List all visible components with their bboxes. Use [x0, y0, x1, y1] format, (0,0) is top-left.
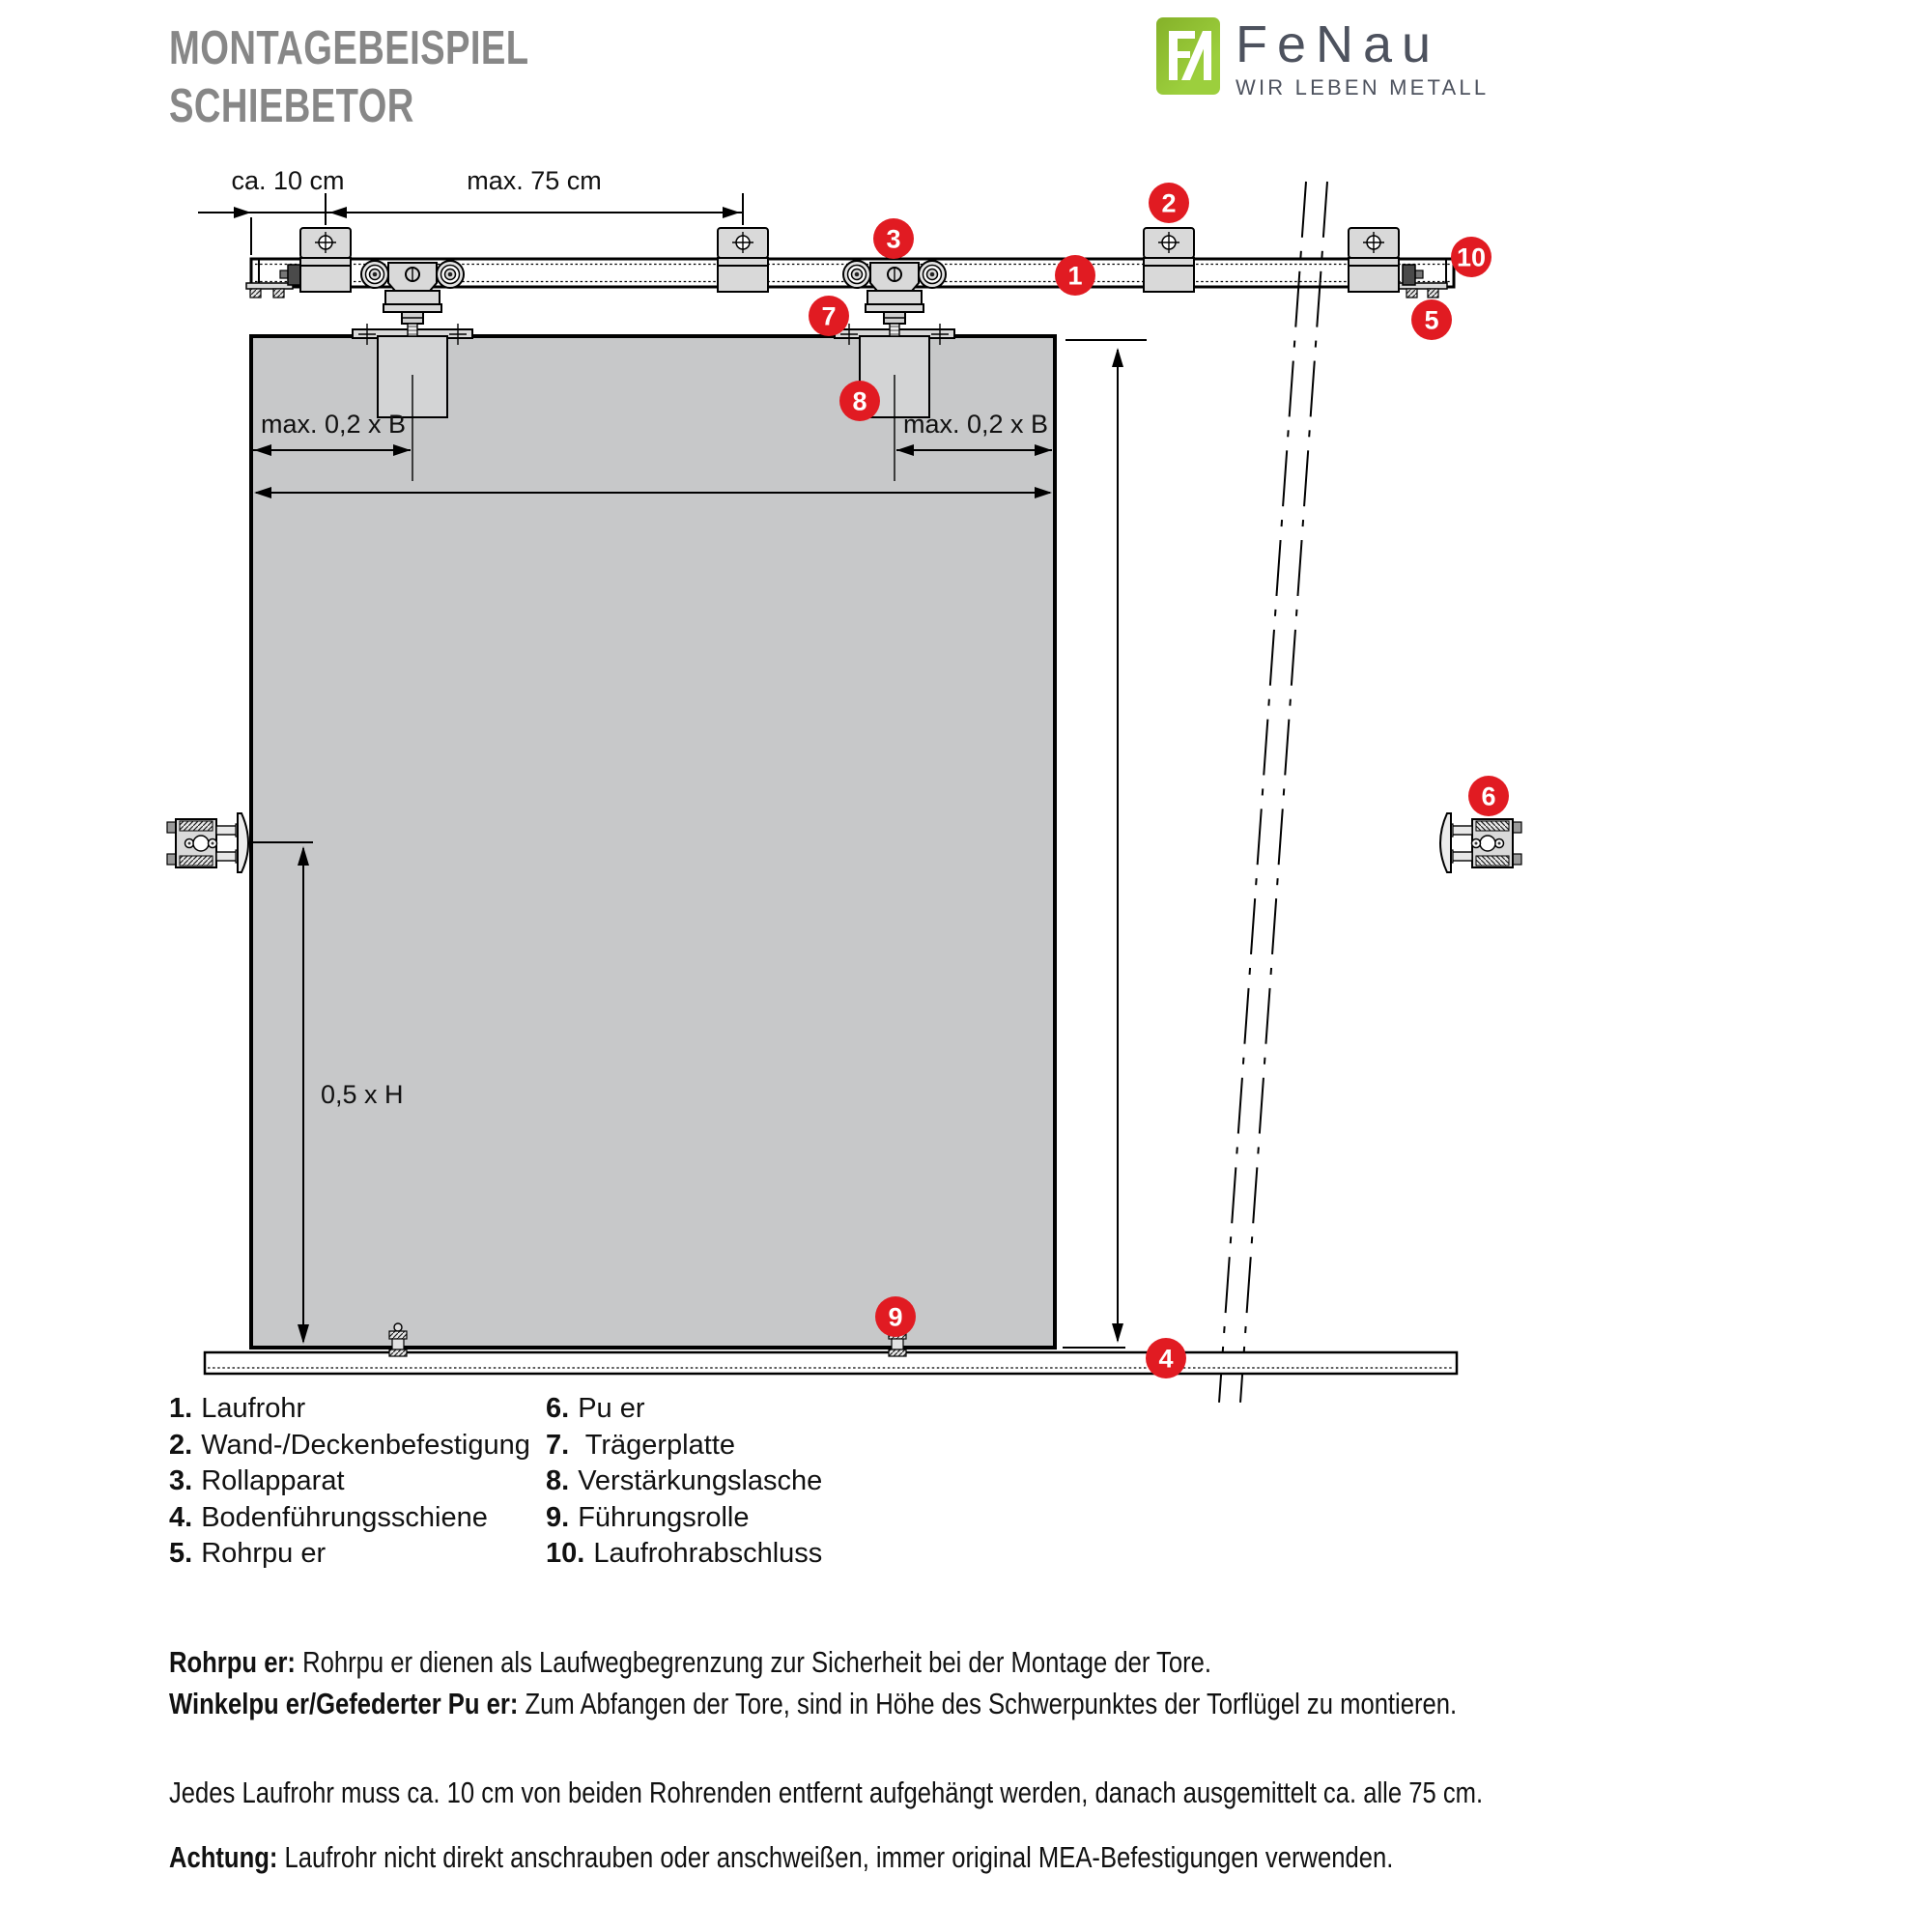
legend-item-6: 6. Pu er — [546, 1393, 645, 1424]
legend-label: Pu er — [578, 1393, 645, 1424]
wall-bracket-3 — [1144, 228, 1194, 292]
legend-label: Laufrohrabschluss — [593, 1538, 823, 1570]
legend-item-9: 9. Führungsrolle — [546, 1501, 750, 1533]
dim-label-02xb-left: max. 0,2 x B — [260, 410, 407, 439]
callout-2 — [1149, 183, 1189, 223]
legend-label: Verstärkungslasche — [578, 1465, 823, 1497]
legend-label: Trägerplatte — [578, 1429, 736, 1461]
note-laufrohr-spacing: Jedes Laufrohr muss ca. 10 cm von beiden Rohrenden entfernt aufgehängt werden, danach ausgemittelt ca. alle 75 cm. — [169, 1776, 1484, 1809]
legend-item-10: 10. Laufrohrabschluss — [546, 1538, 823, 1570]
svg-text:4: 4 — [1158, 1344, 1174, 1374]
svg-text:2: 2 — [1161, 188, 1177, 218]
callout-8 — [839, 381, 880, 421]
legend-item-7: 7. Trägerplatte — [546, 1429, 736, 1461]
spring-buffer-left — [167, 813, 248, 872]
legend-label: Führungsrolle — [578, 1501, 750, 1533]
page-title-line1: MONTAGEBEISPIEL — [169, 22, 529, 74]
legend-item-3: 3. Rollapparat — [169, 1465, 345, 1497]
legend-column-left — [169, 1391, 530, 1573]
dim-label-max-75cm: max. 75 cm — [467, 166, 602, 195]
callout-3 — [873, 218, 914, 259]
wall-bracket-4 — [1349, 228, 1399, 292]
page-title-line2: SCHIEBETOR — [169, 80, 414, 132]
notes-block — [169, 1642, 1483, 1879]
wall-bracket-1 — [300, 228, 351, 292]
legend-label: Rollapparat — [201, 1465, 345, 1497]
dim-label-02xb-right: max. 0,2 x B — [902, 410, 1049, 439]
dim-label-ca-10cm: ca. 10 cm — [231, 166, 345, 195]
note-achtung: Achtung: Laufrohr nicht direkt anschrauben oder anschweißen, immer original MEA-Befestigungen verwenden. — [169, 1841, 1394, 1874]
svg-text:3: 3 — [886, 224, 901, 254]
legend-item-1: 1. Laufrohr — [169, 1393, 306, 1424]
note-rohrpuffer: Rohrpu er: Rohrpu er dienen als Laufwegbegrenzung zur Sicherheit bei der Montage der Tore. — [169, 1646, 1212, 1679]
svg-text:7: 7 — [821, 301, 837, 331]
svg-text:1: 1 — [1067, 261, 1083, 291]
svg-text:6: 6 — [1481, 781, 1496, 811]
logo-brand-name: FeNau — [1236, 15, 1441, 73]
legend-label: Wand-/Deckenbefestigung — [201, 1429, 530, 1461]
wall-break-lines — [1219, 182, 1327, 1403]
legend-item-2: 2. Wand-/Deckenbefestigung — [169, 1429, 530, 1461]
spring-buffer-right — [1440, 813, 1521, 872]
callout-10 — [1451, 237, 1492, 277]
legend-label: Rohrpu er — [201, 1538, 327, 1570]
svg-text:8: 8 — [852, 386, 867, 416]
legend-label: Bodenführungsschiene — [201, 1501, 488, 1533]
note-winkelpuffer: Winkelpu er/Gefederter Pu er: Zum Abfangen der Tore, sind in Höhe des Schwerpunktes der Torflügel zu montieren. — [169, 1688, 1458, 1720]
callout-9 — [875, 1296, 916, 1337]
logo-tagline: WIR LEBEN METALL — [1236, 75, 1490, 99]
legend-item-4: 4. Bodenführungsschiene — [169, 1501, 488, 1533]
gate-panel — [251, 336, 1055, 1348]
wall-bracket-2 — [718, 228, 768, 292]
legend-label: Laufrohr — [201, 1393, 306, 1424]
svg-text:9: 9 — [888, 1302, 903, 1332]
legend-item-5: 5. Rohrpu er — [169, 1538, 327, 1570]
callout-5 — [1411, 299, 1452, 340]
svg-text:10: 10 — [1456, 242, 1487, 272]
callout-1 — [1055, 255, 1095, 296]
legend-column-right — [546, 1391, 822, 1573]
dimension-height-right — [1063, 340, 1147, 1348]
svg-text:5: 5 — [1424, 305, 1439, 335]
callout-7 — [809, 296, 849, 336]
callout-4 — [1146, 1338, 1186, 1378]
dimension-top — [198, 166, 743, 255]
legend-item-8: 8. Verstärkungslasche — [546, 1465, 823, 1497]
callout-6 — [1468, 776, 1509, 816]
dim-label-05xh: 0,5 x H — [321, 1080, 404, 1109]
